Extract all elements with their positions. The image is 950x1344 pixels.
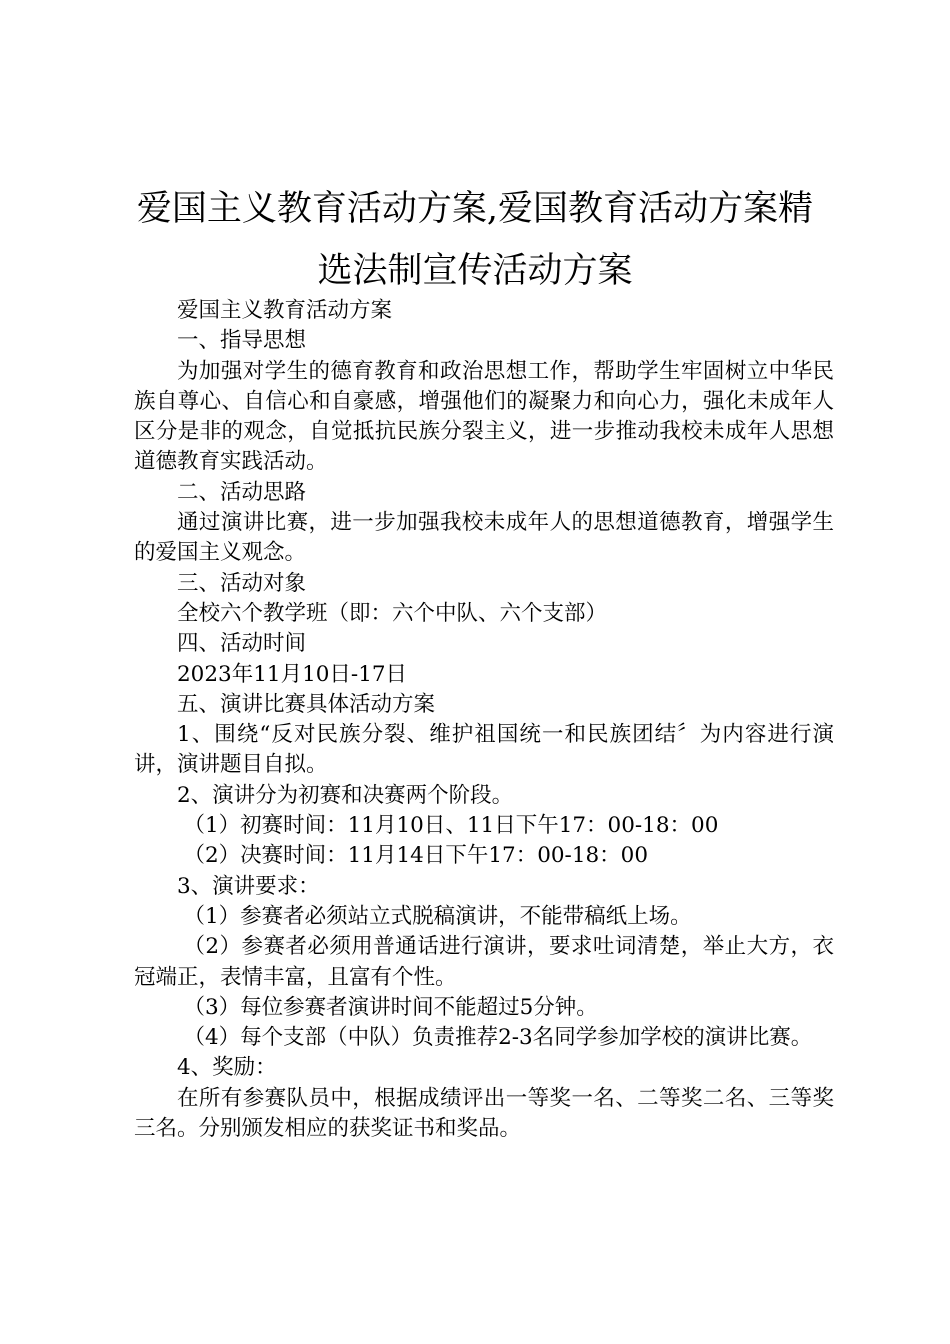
section-heading: 爱国主义教育活动方案 (177, 298, 393, 323)
sub-list-item: （2）决赛时间：11月14日下午17：00-18：00 (183, 843, 649, 869)
sub-list-item: （1）参赛者必须站立式脱稿演讲，不能带稿纸上场。 (183, 903, 692, 929)
sub-list-item: （4）每个支部（中队）负责推荐2-3名同学参加学校的演讲比赛。 (183, 1025, 813, 1051)
paragraph: 通过演讲比赛，进一步加强我校未成年人的思想道德教育，增强学生的爱国主义观念。 (134, 510, 834, 566)
paragraph: 2023年11月10日-17日 (177, 661, 408, 687)
paragraph: 为加强对学生的德育教育和政治思想工作，帮助学生牢固树立中华民族自尊心、自信心和自豪感，增强他们的凝聚力和向心力，强化未成年人区分是非的观念，自觉抵抗民族分裂主义，进一步推动我校未成年人思想道德教育实践活动。 (134, 358, 834, 475)
sub-list-item: （1）初赛时间：11月10日、11日下午17：00-18：00 (183, 813, 719, 839)
paragraph: 在所有参赛队员中，根据成绩评出一等奖一名、二等奖二名、三等奖三名。分别颁发相应的获奖证书和奖品。 (134, 1085, 834, 1142)
section-heading: 一、指导思想 (177, 328, 307, 354)
list-item: 4、奖励： (177, 1055, 277, 1081)
section-heading: 五、演讲比赛具体活动方案 (177, 691, 436, 717)
sub-list-item: （2）参赛者必须用普通话进行演讲，要求吐词清楚，举止大方，衣冠端正，表情丰富，且富有个性。 (134, 934, 834, 990)
sub-list-item: （3）每位参赛者演讲时间不能超过5分钟。 (183, 994, 598, 1020)
paragraph: 全校六个教学班（即：六个中队、六个支部） (177, 600, 608, 626)
document-body (134, 296, 834, 1144)
section-heading: 二、活动思路 (177, 479, 307, 505)
list-item: 1、围绕“反对民族分裂、维护祖国统一和民族团结〞为内容进行演讲，演讲题目自拟。 (134, 722, 834, 778)
section-heading: 四、活动时间 (177, 631, 307, 657)
list-item: 3、演讲要求： (177, 873, 320, 899)
section-heading: 三、活动对象 (177, 570, 307, 596)
list-item: 2、演讲分为初赛和决赛两个阶段。 (177, 782, 514, 808)
document-title: 爱国主义教育活动方案,爱国教育活动方案精选法制宣传活动方案 (136, 189, 814, 291)
